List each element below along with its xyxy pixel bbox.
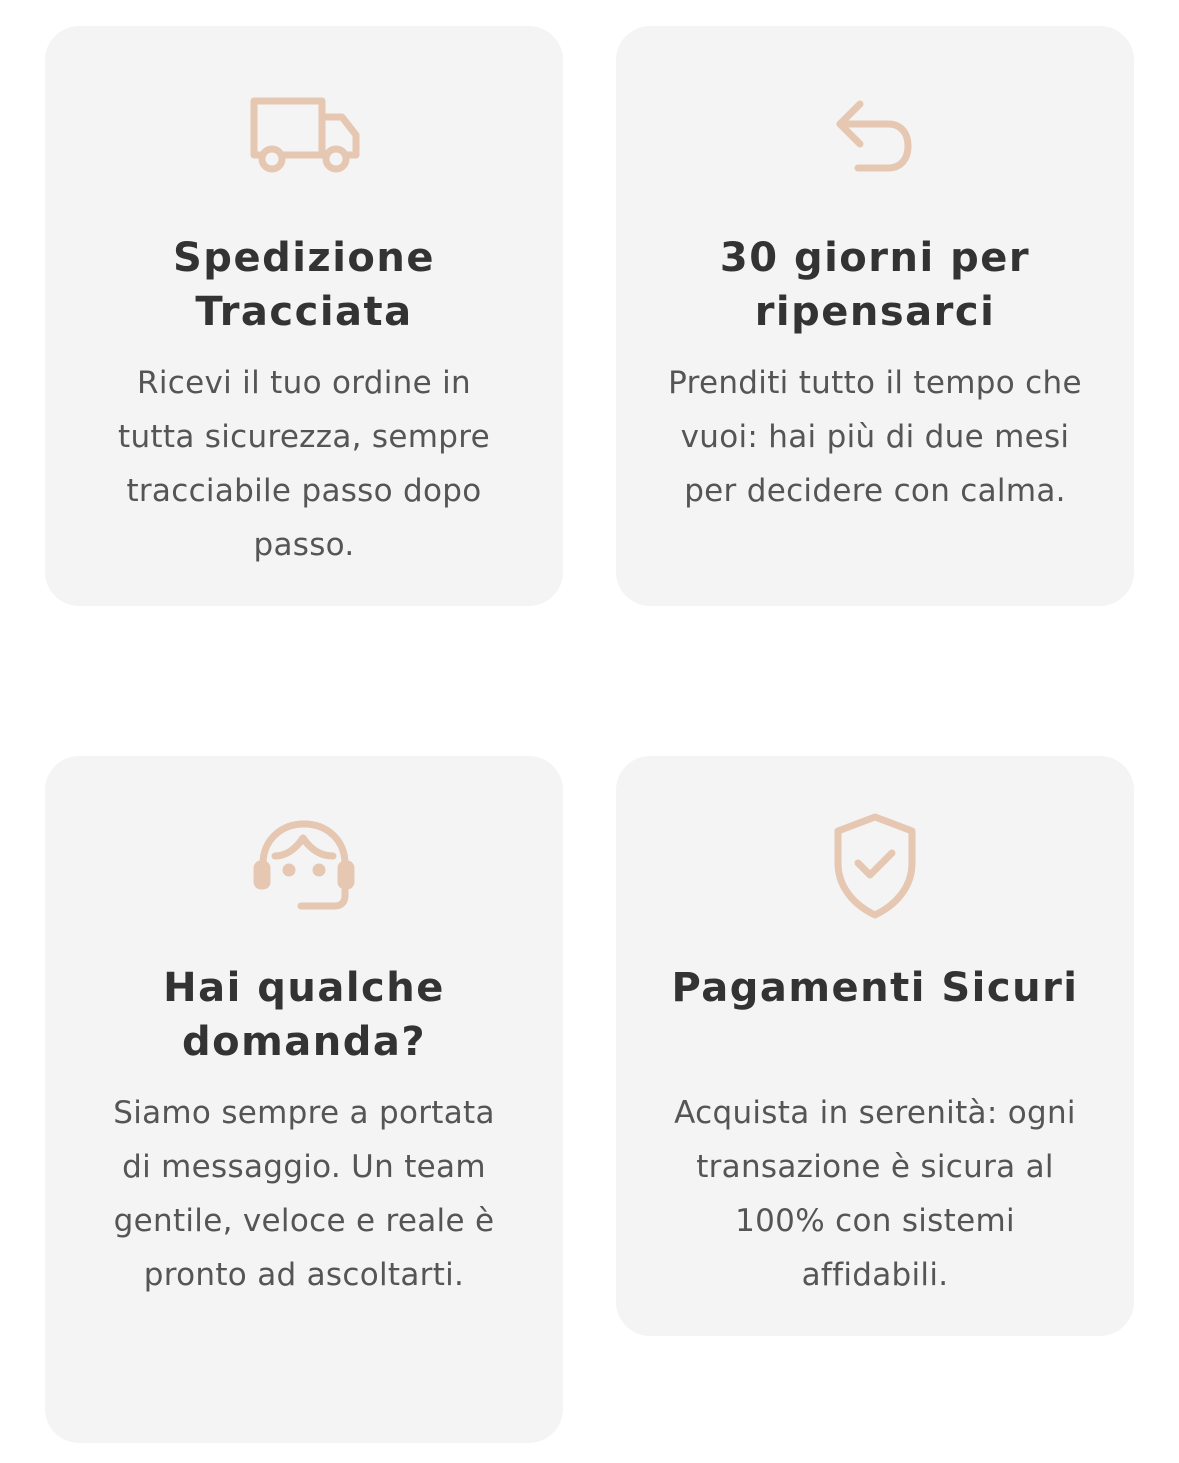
feature-description: Prenditi tutto il tempo che vuoi: hai più di due mesi per decidere con calma. xyxy=(668,365,1082,509)
feature-title: 30 giorni per ripensarci xyxy=(719,235,1031,335)
feature-description: Siamo sempre a portata di messaggio. Un team gentile, veloce e reale è pronto ad ascoltarti. xyxy=(113,1095,495,1293)
feature-description: Ricevi il tuo ordine in tutta sicurezza, sempre tracciabile passo dopo passo. xyxy=(118,365,490,563)
feature-card-tracked-shipping xyxy=(45,26,563,606)
feature-description: Acquista in serenità: ogni transazione è sicura al 100% con sistemi affidabili. xyxy=(674,1095,1076,1293)
feature-card-support xyxy=(45,756,563,1443)
feature-title: Hai qualche domanda? xyxy=(163,965,445,1065)
return-arrow-icon xyxy=(810,81,940,191)
feature-card-secure-payments xyxy=(616,756,1134,1336)
feature-card-returns xyxy=(616,26,1134,606)
feature-title: Pagamenti Sicuri xyxy=(671,965,1079,1011)
headset-support-icon xyxy=(239,811,369,921)
truck-icon xyxy=(239,81,369,191)
feature-title: Spedizione Tracciata xyxy=(173,235,435,335)
shield-check-icon xyxy=(810,811,940,921)
